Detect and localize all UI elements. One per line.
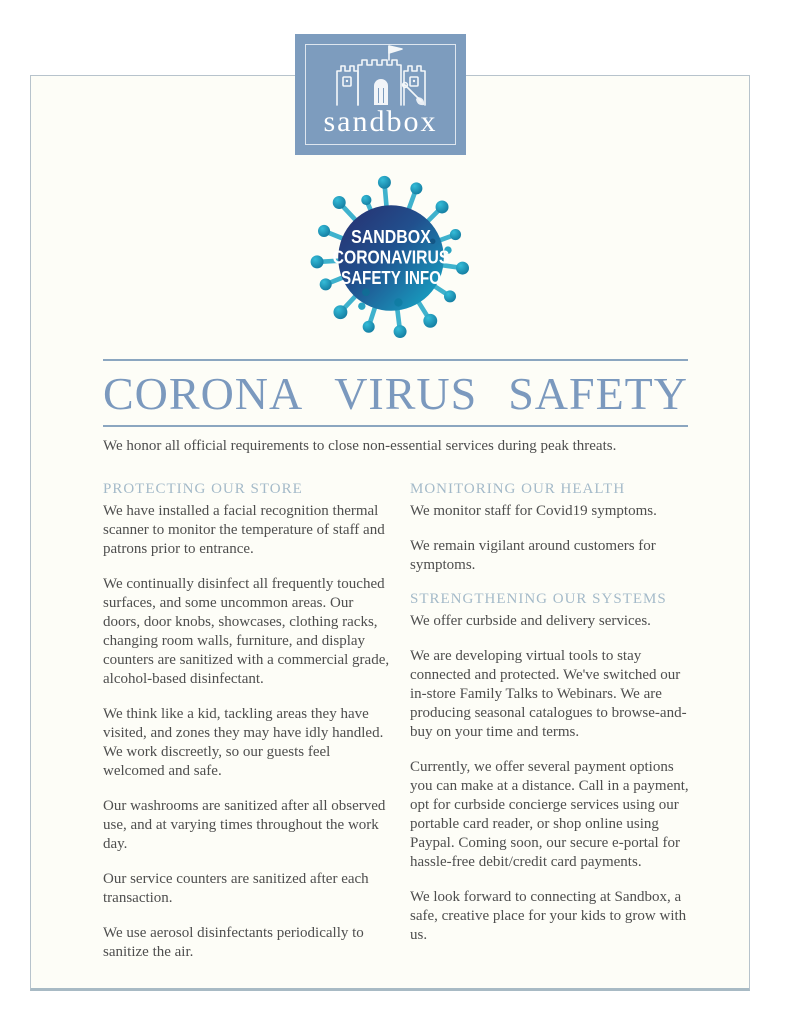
- brand-name: sandbox: [323, 105, 438, 138]
- paragraph: We offer curbside and delivery services.: [410, 613, 651, 629]
- badge-line-3: SAFETY INFO: [340, 266, 442, 288]
- section-heading: MONITORING OUR HEALTH: [410, 481, 626, 497]
- content-columns: [103, 481, 699, 978]
- title-block: [103, 359, 688, 427]
- paragraph: We continually disinfect all frequently touched surfaces, and some uncommon areas. Our doors, door knobs, showcases, clothing racks, changing room walls, furniture, and display counters are sanitized with a commercial grade, alcohol-based disinfectant.: [103, 576, 390, 687]
- paragraph: We are developing virtual tools to stay connected and protected. We've switched our in-store Family Talks to Webinars. We are producing seasonal catalogues to browse-and-buy on your time and terms.: [410, 648, 687, 740]
- brand-logo: [296, 35, 465, 154]
- coronavirus-badge: [303, 170, 479, 346]
- column-left: [103, 481, 392, 978]
- paragraph: Our service counters are sanitized after each transaction.: [103, 871, 369, 906]
- section-strengthening-our-systems: [410, 591, 699, 945]
- paragraph: We monitor staff for Covid19 symptoms.: [410, 503, 657, 519]
- virus-icon: [303, 170, 479, 346]
- paragraph: We look forward to connecting at Sandbox, a safe, creative place for your kids to grow with us.: [410, 889, 687, 943]
- paragraph: We have installed a facial recognition thermal scanner to monitor the temperature of staff and patrons prior to entrance.: [103, 503, 385, 557]
- title-word-2: VIRUS: [334, 367, 478, 419]
- section-heading: STRENGTHENING OUR SYSTEMS: [410, 591, 667, 607]
- sandcastle-icon: [329, 41, 433, 111]
- castle-door: [374, 79, 388, 105]
- section-monitoring-our-health: [410, 481, 699, 575]
- paragraph: We use aerosol disinfectants periodically to sanitize the air.: [103, 925, 364, 960]
- section-protecting-our-store: [103, 481, 392, 962]
- section-heading: PROTECTING OUR STORE: [103, 481, 303, 497]
- page-title: [103, 361, 688, 425]
- intro-text: We honor all official requirements to close non-essential services during peak threats.: [103, 438, 617, 454]
- title-word-1: CORONA: [103, 367, 304, 419]
- column-right: [410, 481, 699, 978]
- badge-line-1: SANDBOX: [351, 226, 432, 248]
- title-word-3: SAFETY: [508, 367, 688, 419]
- paragraph: We remain vigilant around customers for symptoms.: [410, 538, 656, 573]
- paragraph: We think like a kid, tackling areas they have visited, and zones they may have idly handled. We work discreetly, so our guests feel welcomed and safe.: [103, 706, 384, 779]
- paragraph: Currently, we offer several payment options you can make at a distance. Call in a payment, opt for curbside concierge services using our portable card reader, or shop online using Paypal. Coming soon, our secure e-portal for hassle-free debit/credit card payments.: [410, 759, 689, 870]
- title-rule-bottom: [103, 425, 688, 427]
- badge-line-2: CORONAVIRUS: [332, 246, 450, 268]
- paragraph: Our washrooms are sanitized after all observed use, and at varying times throughout the work day.: [103, 798, 386, 852]
